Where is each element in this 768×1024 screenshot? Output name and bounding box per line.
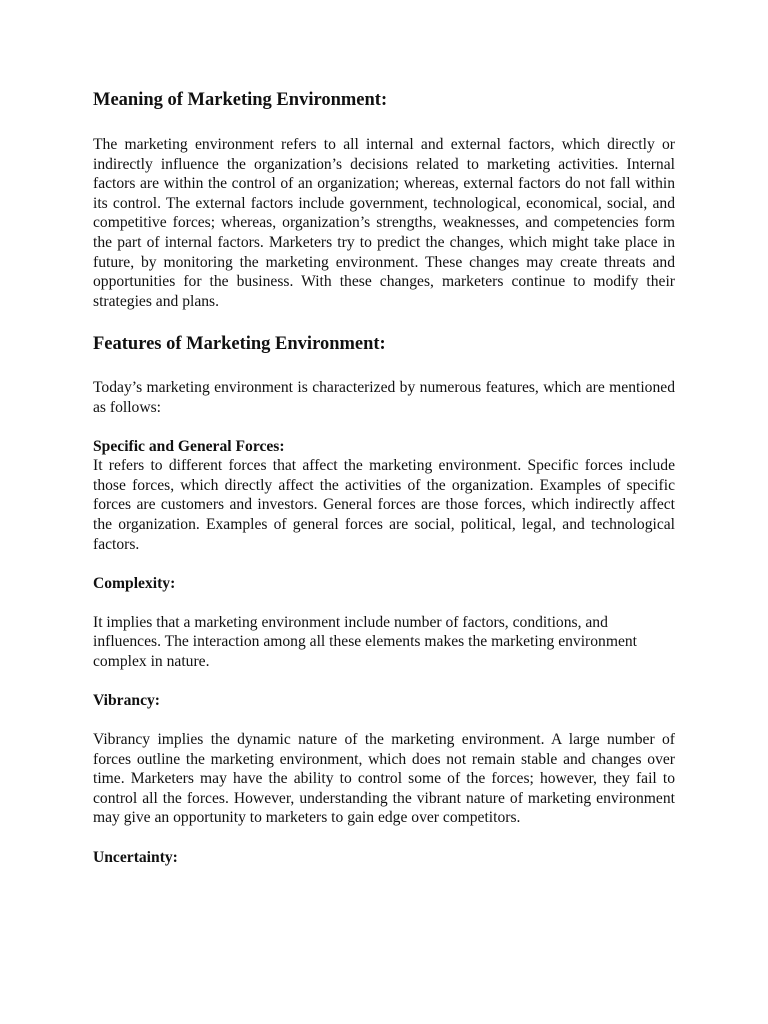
complexity-paragraph: It implies that a marketing environment include number of factors, conditions, and influences. The interaction among all these elements makes the marketing environment complex in nature. [93, 613, 638, 670]
specific-general-forces-heading: Specific and General Forces: [93, 437, 285, 455]
meaning-paragraph: The marketing environment refers to all internal and external factors, which directly or indirectly influence the organization’s decisions related to marketing activities. Internal factors are within the control of an organization; whereas, external factors do not fall within its control. The external factors include government, technological, economical, social, and competitive forces; whereas, organization’s strengths, weaknesses, and competencies form the part of internal factors. Marketers try to predict the changes, which might take place in future, by monitoring the marketing environment. These changes may create threats and opportunities for the business. With these changes, marketers continue to modify their strategies and plans. [93, 136, 675, 310]
document-page [93, 88, 675, 868]
complexity-heading: Complexity: [93, 575, 176, 593]
features-intro-paragraph: Today’s marketing environment is characterized by numerous features, which are mentioned as follows: [93, 379, 675, 416]
meaning-heading: Meaning of Marketing Environment: [93, 90, 388, 110]
vibrancy-heading: Vibrancy: [93, 692, 160, 710]
vibrancy-paragraph: Vibrancy implies the dynamic nature of the marketing environment. A large number of forces outline the marketing environment, which does not remain stable and changes over time. Marketers may have the ability to control some of the forces; however, they fail to control all the forces. However, understanding the vibrant nature of marketing environment may give an opportunity to marketers to gain edge over competitors. [93, 731, 675, 827]
uncertainty-heading: Uncertainty: [93, 849, 178, 867]
specific-general-forces-paragraph: It refers to different forces that affect the marketing environment. Specific forces include those forces, which directly affect the activities of the organization. Examples of specific forces are customers and investors. General forces are those forces, which indirectly affect the organization. Examples of general forces are social, political, legal, and technological factors. [93, 457, 675, 553]
features-heading: Features of Marketing Environment: [93, 334, 386, 355]
